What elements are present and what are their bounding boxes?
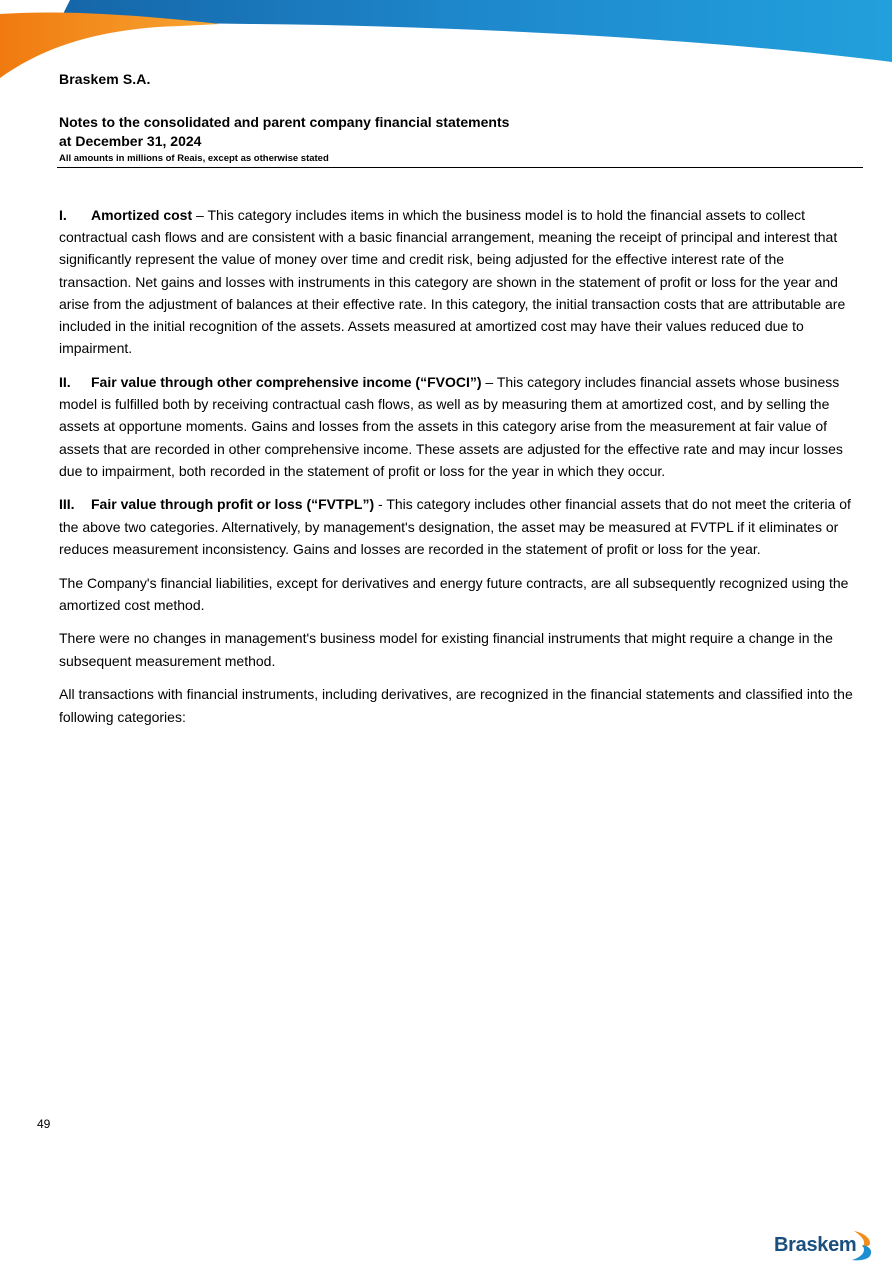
section-term: Fair value through other comprehensive income (“FVOCI”) [91, 373, 482, 390]
logo-wordmark: Braskem [774, 1234, 857, 1256]
amounts-note: All amounts in millions of Reais, except as otherwise stated [59, 153, 329, 164]
section-numeral: II. [59, 373, 71, 390]
paragraph-classification: All transactions with financial instruments, including derivatives, are recognized in the financial statements and classified into the following categories: [59, 686, 853, 725]
header-divider [57, 167, 863, 168]
page-number: 49 [37, 1117, 51, 1131]
title-line-1: Notes to the consolidated and parent company financial statements [59, 114, 510, 130]
section-separator: – [481, 373, 497, 390]
header-banner [0, 0, 892, 80]
paragraph-business-model: There were no changes in management's business model for existing financial instruments that might require a change in the subsequent measurement method. [59, 630, 833, 669]
company-name: Braskem S.A. [59, 71, 151, 87]
section-numeral: I. [59, 207, 67, 223]
section-term: Amortized cost [91, 207, 193, 223]
section-term: Fair value through profit or loss (“FVTPL”) [91, 496, 375, 513]
section-separator: - [374, 496, 387, 513]
section-fvoci [59, 371, 859, 482]
section-text: This category includes financial assets whose business model is fulfilled both by receiving contractual cash flows, as well as by measuring them at amortized cost, and by selling the assets at opportune moments. Gains and losses from the assets in this category arise from the measurement at fair value of assets that are recorded in other comprehensive income. These assets are adjusted for the effective rate and may incur losses due to impairment, both recorded in the statement of profit or loss for the year in which they occur. [59, 373, 843, 479]
document-body [59, 204, 859, 739]
section-separator: – [192, 207, 208, 223]
section-numeral: III. [59, 496, 75, 513]
section-text: This category includes other financial assets that do not meet the criteria of the above two categories. Alternatively, by management's designation, the asset may be measured at FVTPL if it eliminates or reduces measurement inconsistency. Gains and losses are recorded in the statement of profit or loss for the year. [59, 496, 851, 557]
section-fvtpl [59, 493, 859, 560]
section-amortized-cost [59, 204, 859, 359]
braskem-logo [774, 1229, 874, 1261]
title-line-2: at December 31, 2024 [59, 133, 202, 149]
paragraph-financial-liabilities: The Company's financial liabilities, except for derivatives and energy future contracts, are all subsequently recognized using the amortized cost method. [59, 574, 849, 613]
braskem-logo-icon [850, 1229, 874, 1261]
section-text: This category includes items in which the business model is to hold the financial assets to collect contractual cash flows and are consistent with a basic financial arrangement, meaning the receipt of principal and interest that significantly represent the value of money over time and credit risk, being adjusted for the effective interest rate of the transaction. Net gains and losses with instruments in this category are shown in the statement of profit or loss for the year and arise from the adjustment of balances at their effective rate. In this category, the initial transaction costs that are attributable are included in the initial recognition of the assets. Assets measured at amortized cost may have their values reduced due to impairment. [59, 207, 846, 357]
page-title [59, 113, 509, 151]
